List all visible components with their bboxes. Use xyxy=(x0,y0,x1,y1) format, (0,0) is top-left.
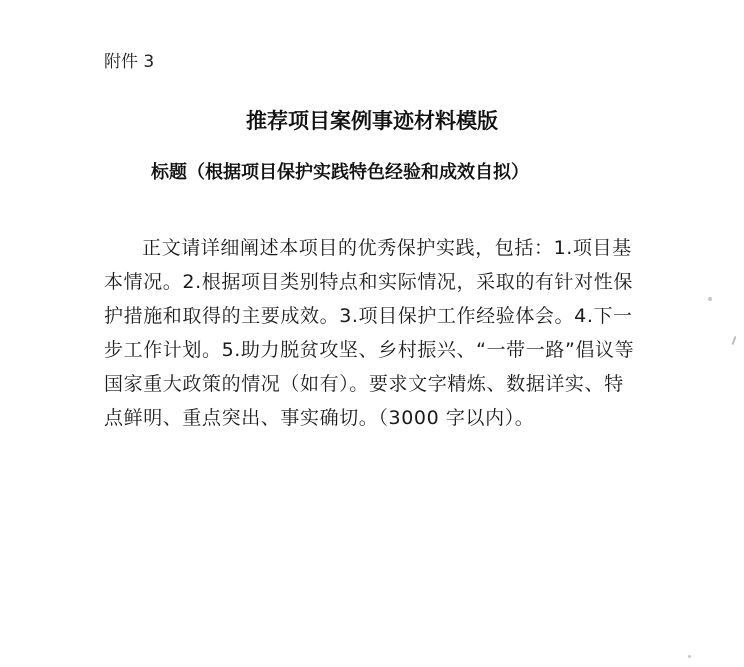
scan-speck xyxy=(732,336,737,345)
scan-speck xyxy=(688,655,691,658)
page-title: 推荐项目案例事迹材料模版 xyxy=(246,108,498,133)
body-paragraph: 正文请详细阐述本项目的优秀保护实践，包括：1.项目基本情况。2.根据项目类别特点和实际情况，采取的有针对性保护措施和取得的主要成效。3.项目保护工作经验体会。4.下一步工作计划。5.助力脱贫攻坚、乡村振兴、“一带一路”倡议等国家重大政策的情况（如有）。要求文字精炼、数据详实、特点鲜明、重点突出、事实确切。（3000 字以内）。 xyxy=(104,237,635,429)
scan-speck xyxy=(708,297,712,301)
page-subtitle: 标题（根据项目保护实践特色经验和成效自拟） xyxy=(151,162,529,183)
attachment-label: 附件 3 xyxy=(104,52,155,72)
